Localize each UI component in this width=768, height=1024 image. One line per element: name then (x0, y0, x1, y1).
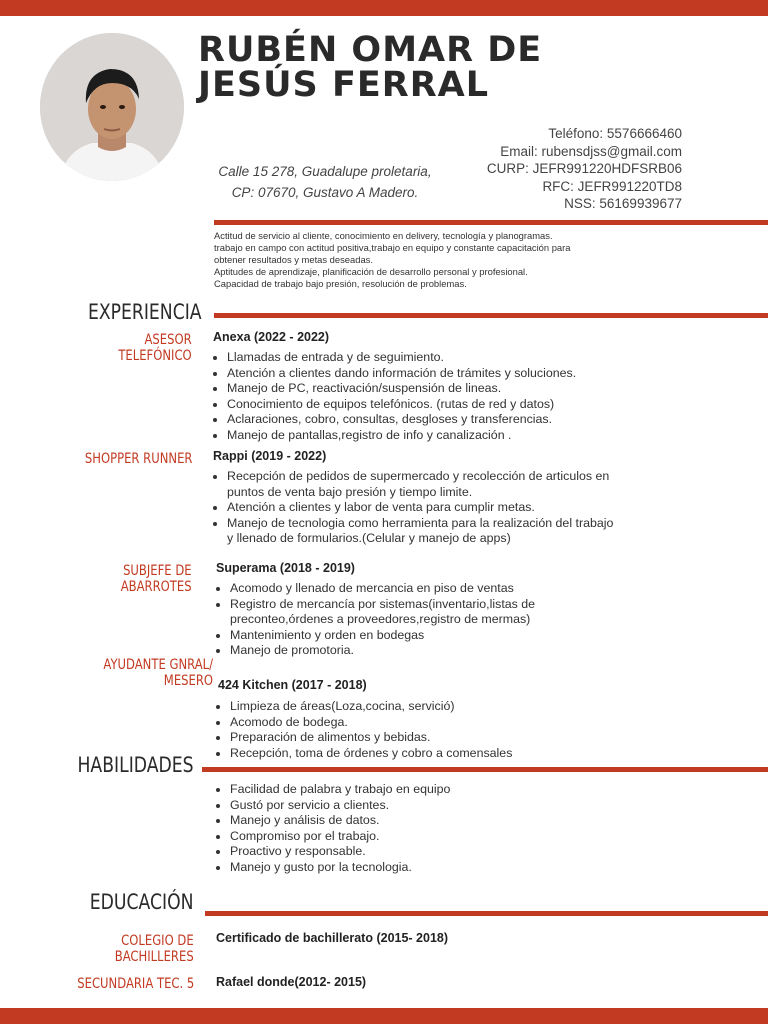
list-item: • Manejo de promotoria. (230, 643, 620, 659)
school-line: COLEGIO DE (121, 933, 194, 949)
job-role-ayudante (103, 657, 213, 689)
address-line-2: CP: 07670, Gustavo A Madero. (231, 185, 419, 200)
job-role-shopper (84, 451, 192, 467)
list-item: • Facilidad de palabra y trabajo en equipo (230, 782, 620, 798)
contact-phone: Teléfono: 5576666460 (548, 126, 682, 141)
skills-title: HABILIDADES (77, 753, 194, 777)
list-item: • Gustó por servicio a clientes. (230, 798, 620, 814)
skills-divider (202, 767, 768, 772)
role-line: MESERO (163, 673, 213, 689)
name-line-2: JESÚS FERRAL (198, 65, 490, 105)
education-title: EDUCACIÓN (90, 890, 194, 914)
list-item: • Manejo y análisis de datos. (230, 813, 620, 829)
list-item: • Acomodo y llenado de mercancia en piso de ventas (230, 581, 620, 597)
job-company: Superama (2018 - 2019) (216, 561, 355, 575)
role-line: SHOPPER RUNNER (84, 451, 192, 467)
list-item: • Manejo de PC, reactivación/suspensión de lineas. (227, 381, 617, 397)
list-item: • Limpieza de áreas(Loza,cocina, servició) (230, 699, 620, 715)
experience-divider (214, 313, 768, 318)
address (200, 161, 450, 203)
education-divider (205, 911, 768, 916)
role-line: ASESOR (144, 332, 192, 348)
education-detail: Rafael donde(2012- 2015) (216, 975, 367, 989)
list-item: • Atención a clientes y labor de venta para cumplir metas. (227, 500, 617, 516)
job-duties-list (216, 699, 620, 761)
job-duties-list (213, 469, 617, 547)
education-detail: Certificado de bachillerato (2015- 2018) (216, 931, 449, 945)
experience-title: EXPERIENCIA (88, 300, 202, 324)
candidate-name (198, 30, 543, 105)
role-line: TELEFÓNICO (118, 348, 192, 364)
job-company: 424 Kitchen (2017 - 2018) (218, 678, 367, 692)
name-line-1: RUBÉN OMAR DE (198, 30, 543, 70)
education-school (115, 933, 194, 965)
job-role-subjefe (121, 563, 192, 595)
list-item: • Aclaraciones, cobro, consultas, desgloses y transferencias. (227, 412, 617, 428)
list-item: • Conocimiento de equipos telefónicos. (rutas de red y datos) (227, 397, 617, 413)
summary-line: Aptitudes de aprendizaje, planificación de desarrollo personal y profesional. (214, 266, 528, 277)
school-line: BACHILLERES (115, 949, 194, 965)
list-item: • Manejo de pantallas,registro de info y canalización . (227, 428, 617, 444)
skills-list (216, 782, 620, 876)
school-line: SECUNDARIA TEC. 5 (77, 976, 194, 992)
address-line-1: Calle 15 278, Guadalupe proletaria, (218, 164, 432, 179)
list-item: • Atención a clientes dando información de trámites y soluciones. (227, 366, 617, 382)
role-line: AYUDANTE GNRAL/ (103, 657, 213, 673)
list-item: • Llamadas de entrada y de seguimiento. (227, 350, 617, 366)
bottom-accent-bar (0, 1008, 768, 1024)
list-item: • Proactivo y responsable. (230, 844, 620, 860)
role-line: ABARROTES (121, 579, 192, 595)
contact-rfc: RFC: JEFR991220TD8 (542, 178, 682, 194)
list-item: • Recepción de pedidos de supermercado y recolección de articulos en puntos de venta bajo presión y tiempo limite. (227, 469, 617, 500)
education-school (77, 976, 194, 992)
profile-photo (40, 33, 184, 181)
contact-email: Email: rubensdjss@gmail.com (500, 143, 682, 159)
summary-line: Actitud de servicio al cliente, conocimiento en delivery, tecnología y planogramas. (214, 230, 553, 241)
summary-line: obtener resultados y metas deseadas. (214, 254, 373, 265)
summary-line: Capacidad de trabajo bajo presión, resolución de problemas. (214, 278, 467, 289)
job-company: Anexa (2022 - 2022) (213, 330, 330, 344)
job-duties-list (213, 350, 617, 444)
list-item: • Registro de mercancía por sistemas(inventario,listas de preconteo,órdenes a proveedores,registro de mermas) (230, 597, 620, 628)
job-company: Rappi (2019 - 2022) (213, 449, 327, 463)
list-item: • Manejo de tecnologia como herramienta para la realización del trabajo y llenado de formularios.(Celular y manejo de apps) (227, 516, 617, 547)
job-duties-list (216, 581, 620, 659)
contact-curp: CURP: JEFR991220HDFSRB06 (486, 161, 682, 176)
role-line: SUBJEFE DE (123, 563, 192, 579)
list-item: • Acomodo de bodega. (230, 715, 620, 731)
contact-info (487, 125, 682, 213)
list-item: • Compromiso por el trabajo. (230, 829, 620, 845)
list-item: • Preparación de alimentos y bebidas. (230, 730, 620, 746)
summary-divider (214, 220, 768, 225)
list-item: • Mantenimiento y orden en bodegas (230, 628, 620, 644)
top-accent-bar (0, 0, 768, 16)
list-item: • Recepción, toma de órdenes y cobro a comensales (230, 746, 620, 762)
profile-summary (214, 230, 634, 290)
summary-line: trabajo en campo con actitud positiva,trabajo en equipo y constante capacitación para (214, 242, 571, 253)
contact-nss: NSS: 56169939677 (564, 196, 682, 211)
list-item: • Manejo y gusto por la tecnologia. (230, 860, 620, 876)
job-role-asesor (119, 332, 192, 364)
